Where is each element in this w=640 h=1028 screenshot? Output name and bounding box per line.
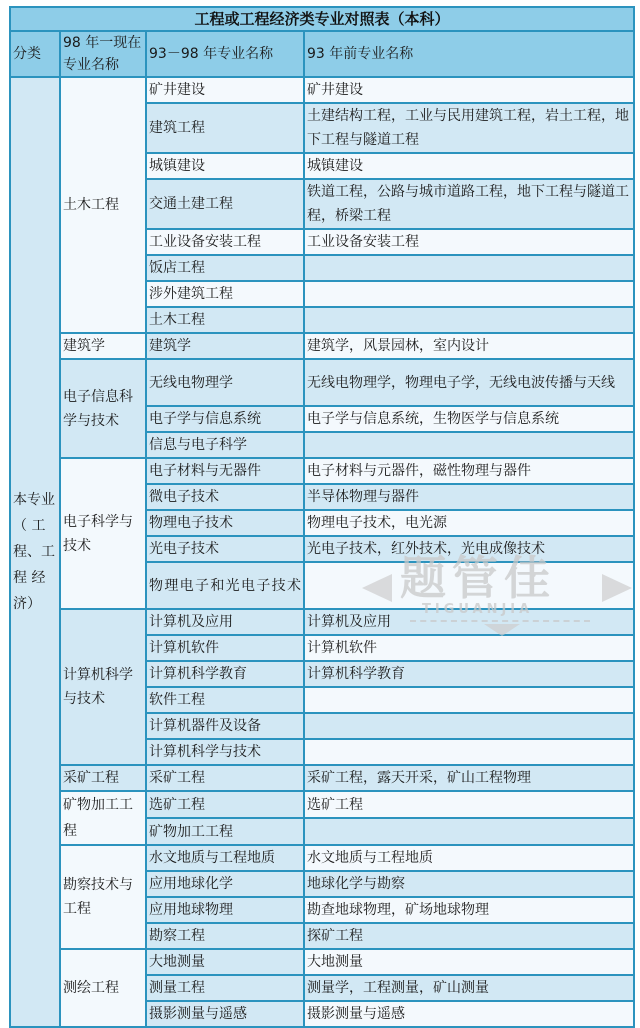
mid-name: 涉外建筑工程 [146,281,304,307]
old-name [304,687,634,713]
watermark-subtext: TIGUANJIA [422,602,534,617]
table-title: 工程或工程经济类专业对照表（本科） [10,7,634,31]
table-row [10,77,634,103]
mid-name: 物理电子和光电子技术 [146,562,304,609]
old-name: 城镇建设 [304,153,634,179]
mid-name: 交通土建工程 [146,179,304,229]
mid-name: 计算机科学与技术 [146,739,304,765]
mid-name: 物理电子技术 [146,510,304,536]
old-name: 半导体物理与器件 [304,484,634,510]
old-name: 无线电物理学，物理电子学，无线电波传播与天线 [304,359,634,406]
mid-name: 计算机软件 [146,635,304,661]
major-cell: 勘察技术与工程 [60,845,146,949]
mid-name: 软件工程 [146,687,304,713]
old-name: 探矿工程 [304,923,634,949]
mid-name: 测量工程 [146,975,304,1001]
mid-name: 水文地质与工程地质 [146,845,304,871]
mid-name: 建筑工程 [146,103,304,153]
header-old: 93 年前专业名称 [304,31,634,77]
mid-name: 计算机器件及设备 [146,713,304,739]
mid-name: 建筑学 [146,333,304,359]
table-row [10,359,634,406]
mid-name: 摄影测量与遥感 [146,1001,304,1027]
mid-name: 应用地球化学 [146,871,304,897]
category-label: 本专业（ 工程、工程 经济） [13,492,55,612]
old-name: 摄影测量与遥感 [304,1001,634,1027]
table-row [10,845,634,871]
old-name: 矿井建设 [304,77,634,103]
major-cell: 电子信息科学与技术 [60,359,146,458]
mid-name: 工业设备安装工程 [146,229,304,255]
old-name: 工业设备安装工程 [304,229,634,255]
major-cell: 建筑学 [60,333,146,359]
major-comparison-table [9,6,635,1028]
old-name: 采矿工程，露天开采，矿山工程物理 [304,765,634,791]
table-row [10,949,634,975]
major-cell: 电子科学与技术 [60,458,146,609]
table-row [10,609,634,635]
old-name: 土建结构工程，工业与民用建筑工程，岩土工程，地下工程与隧道工程 [304,103,634,153]
mid-name: 选矿工程 [146,791,304,818]
header-row [10,31,634,77]
old-name [304,713,634,739]
mid-name: 城镇建设 [146,153,304,179]
mid-name: 矿物加工工程 [146,818,304,845]
old-name [304,255,634,281]
old-name [304,818,634,845]
mid-name: 大地测量 [146,949,304,975]
mid-name: 微电子技术 [146,484,304,510]
old-name [304,307,634,333]
major-cell: 采矿工程 [60,765,146,791]
table-row [10,333,634,359]
old-name: 建筑学，风景园林，室内设计 [304,333,634,359]
old-name: 计算机及应用 [304,609,634,635]
old-name [304,739,634,765]
mid-name: 电子学与信息系统 [146,406,304,432]
old-name: 测量学，工程测量，矿山测量 [304,975,634,1001]
category-cell [10,77,60,1027]
old-name: 计算机软件 [304,635,634,661]
mid-name: 矿井建设 [146,77,304,103]
header-current: 98 年一现在专业名称 [60,31,146,77]
table-row [10,765,634,791]
old-name: 勘查地球物理，矿场地球物理 [304,897,634,923]
mid-name: 光电子技术 [146,536,304,562]
old-name: 铁道工程，公路与城市道路工程，地下工程与隧道工程，桥梁工程 [304,179,634,229]
watermark-text: 题管佳 [400,551,556,605]
table-row [10,458,634,484]
old-name: 大地测量 [304,949,634,975]
mid-name: 饭店工程 [146,255,304,281]
header-mid: 93－98 年专业名称 [146,31,304,77]
major-cell: 测绘工程 [60,949,146,1027]
old-name: 地球化学与勘察 [304,871,634,897]
old-name [304,432,634,458]
mid-name: 计算机及应用 [146,609,304,635]
mid-name: 信息与电子科学 [146,432,304,458]
old-name [304,281,634,307]
old-name: 光电子技术，红外技术，光电成像技术 [304,536,634,562]
table-row [10,791,634,818]
old-name: 电子材料与元器件，磁性物理与器件 [304,458,634,484]
mid-name: 计算机科学教育 [146,661,304,687]
old-name: 选矿工程 [304,791,634,818]
mid-name: 电子材料与无器件 [146,458,304,484]
major-cell: 计算机科学与技术 [60,609,146,765]
mid-name: 土木工程 [146,307,304,333]
mid-name: 采矿工程 [146,765,304,791]
mid-name: 勘察工程 [146,923,304,949]
old-name: 物理电子技术，电光源 [304,510,634,536]
header-category: 分类 [10,31,60,77]
old-name [304,562,634,609]
mid-name: 无线电物理学 [146,359,304,406]
old-name: 水文地质与工程地质 [304,845,634,871]
major-cell: 土木工程 [60,77,146,333]
major-cell: 矿物加工工程 [60,791,146,845]
old-name: 电子学与信息系统，生物医学与信息系统 [304,406,634,432]
old-name: 计算机科学教育 [304,661,634,687]
mid-name: 应用地球物理 [146,897,304,923]
